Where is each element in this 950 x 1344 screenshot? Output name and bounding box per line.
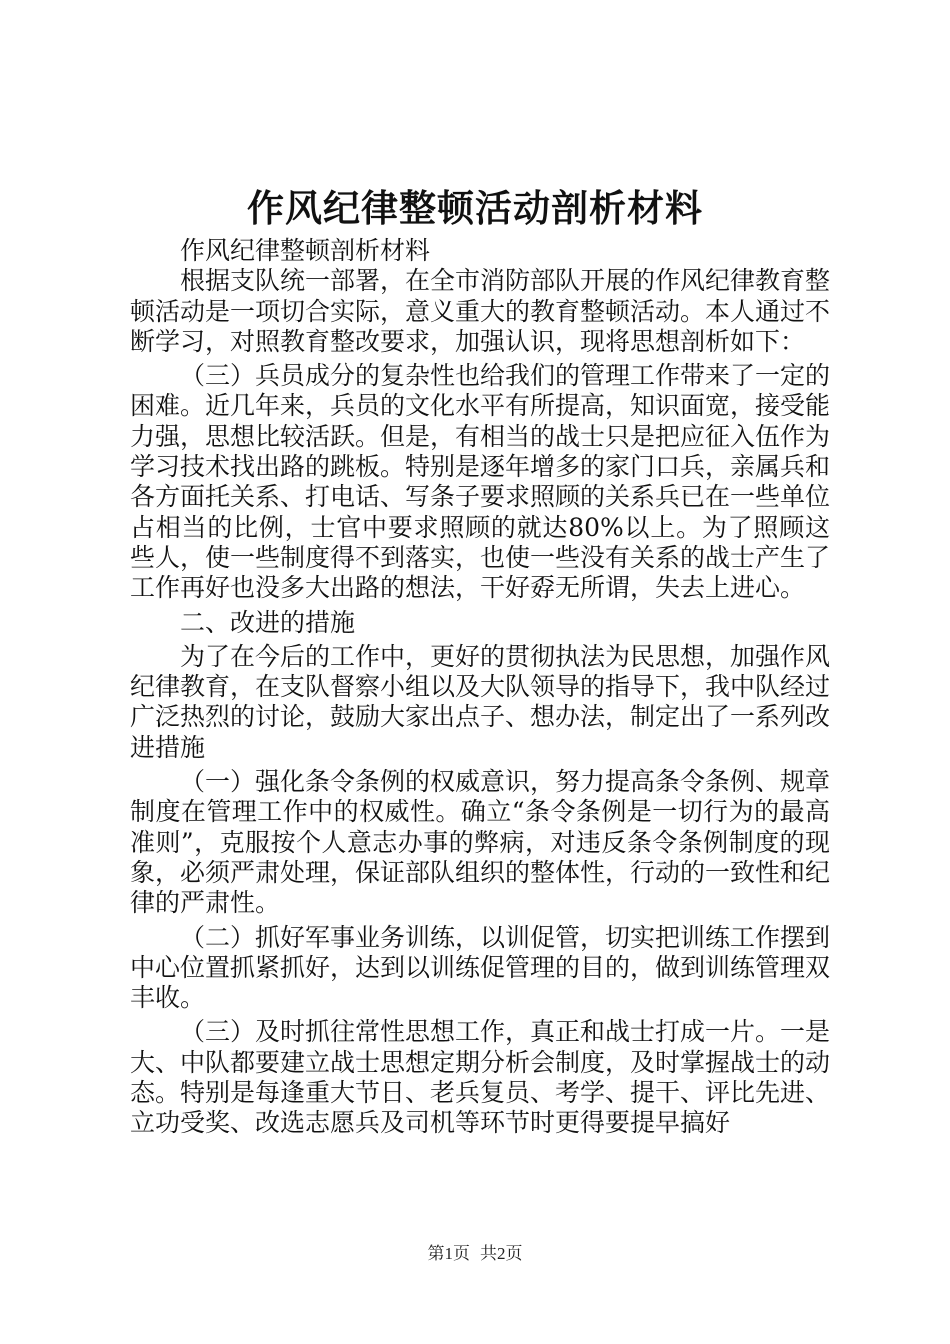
page-total: 共2页: [480, 1244, 523, 1263]
section-heading-measures: 二、改进的措施: [180, 607, 356, 637]
page-footer: [0, 1242, 950, 1266]
body-paragraph-measure-1: （一）强化条令条例的权威意识，努力提高条令条例、规章制度在管理工作中的权威性。确立“条令条例是一切行为的最高准则”，克服按个人意志办事的弊病，对违反条令条例制度的现象，必须严肃处理，保证部队组织的整体性，行动的一致性和纪律的严肃性。: [130, 767, 831, 918]
body-paragraph-measure-2: （二）抓好军事业务训练，以训促管，切实把训练工作摆到中心位置抓紧抓好，达到以训练促管理的目的，做到训练管理双丰收。: [130, 922, 831, 1013]
body-paragraph-problem-3: （三）兵员成分的复杂性也给我们的管理工作带来了一定的困难。近几年来，兵员的文化水平有所提高，知识面宽，接受能力强，思想比较活跃。但是，有相当的战士只是把应征入伍作为学习技术找出路的跳板。特别是逐年增多的家门口兵，亲属兵和各方面托关系、打电话、写条子要求照顾的关系兵已在一些单位占相当的比例，士官中要求照顾的就达80%以上。为了照顾这些人，使一些制度得不到落实，也使一些没有关系的战士产生了工作再好也没多大出路的想法，干好孬无所谓，失去上进心。: [130, 361, 831, 603]
body-paragraph-measure-3: （三）及时抓往常性思想工作，真正和战士打成一片。一是大、中队都要建立战士思想定期分析会制度，及时掌握战士的动态。特别是每逢重大节日、老兵复员、考学、提干、评比先进、立功受奖、改选志愿兵及司机等环节时更得要提早搞好: [130, 1017, 831, 1138]
body-paragraph-intro: 根据支队统一部署，在全市消防部队开展的作风纪律教育整顿活动是一项切合实际，意义重大的教育整顿活动。本人通过不断学习，对照教育整改要求，加强认识，现将思想剖析如下：: [130, 266, 831, 356]
page-number: 第1页: [427, 1244, 470, 1263]
document-title: 作风纪律整顿活动剖析材料: [247, 186, 703, 230]
body-paragraph-subtitle: 作风纪律整顿剖析材料: [180, 236, 431, 265]
body-paragraph-measures-intro: 为了在今后的工作中，更好的贯彻执法为民思想，加强作风纪律教育，在支队督察小组以及大队领导的指导下，我中队经过广泛热烈的讨论，鼓励大家出点子、想办法，制定出了一系列改进措施: [130, 641, 831, 762]
document-body: [130, 236, 830, 1139]
